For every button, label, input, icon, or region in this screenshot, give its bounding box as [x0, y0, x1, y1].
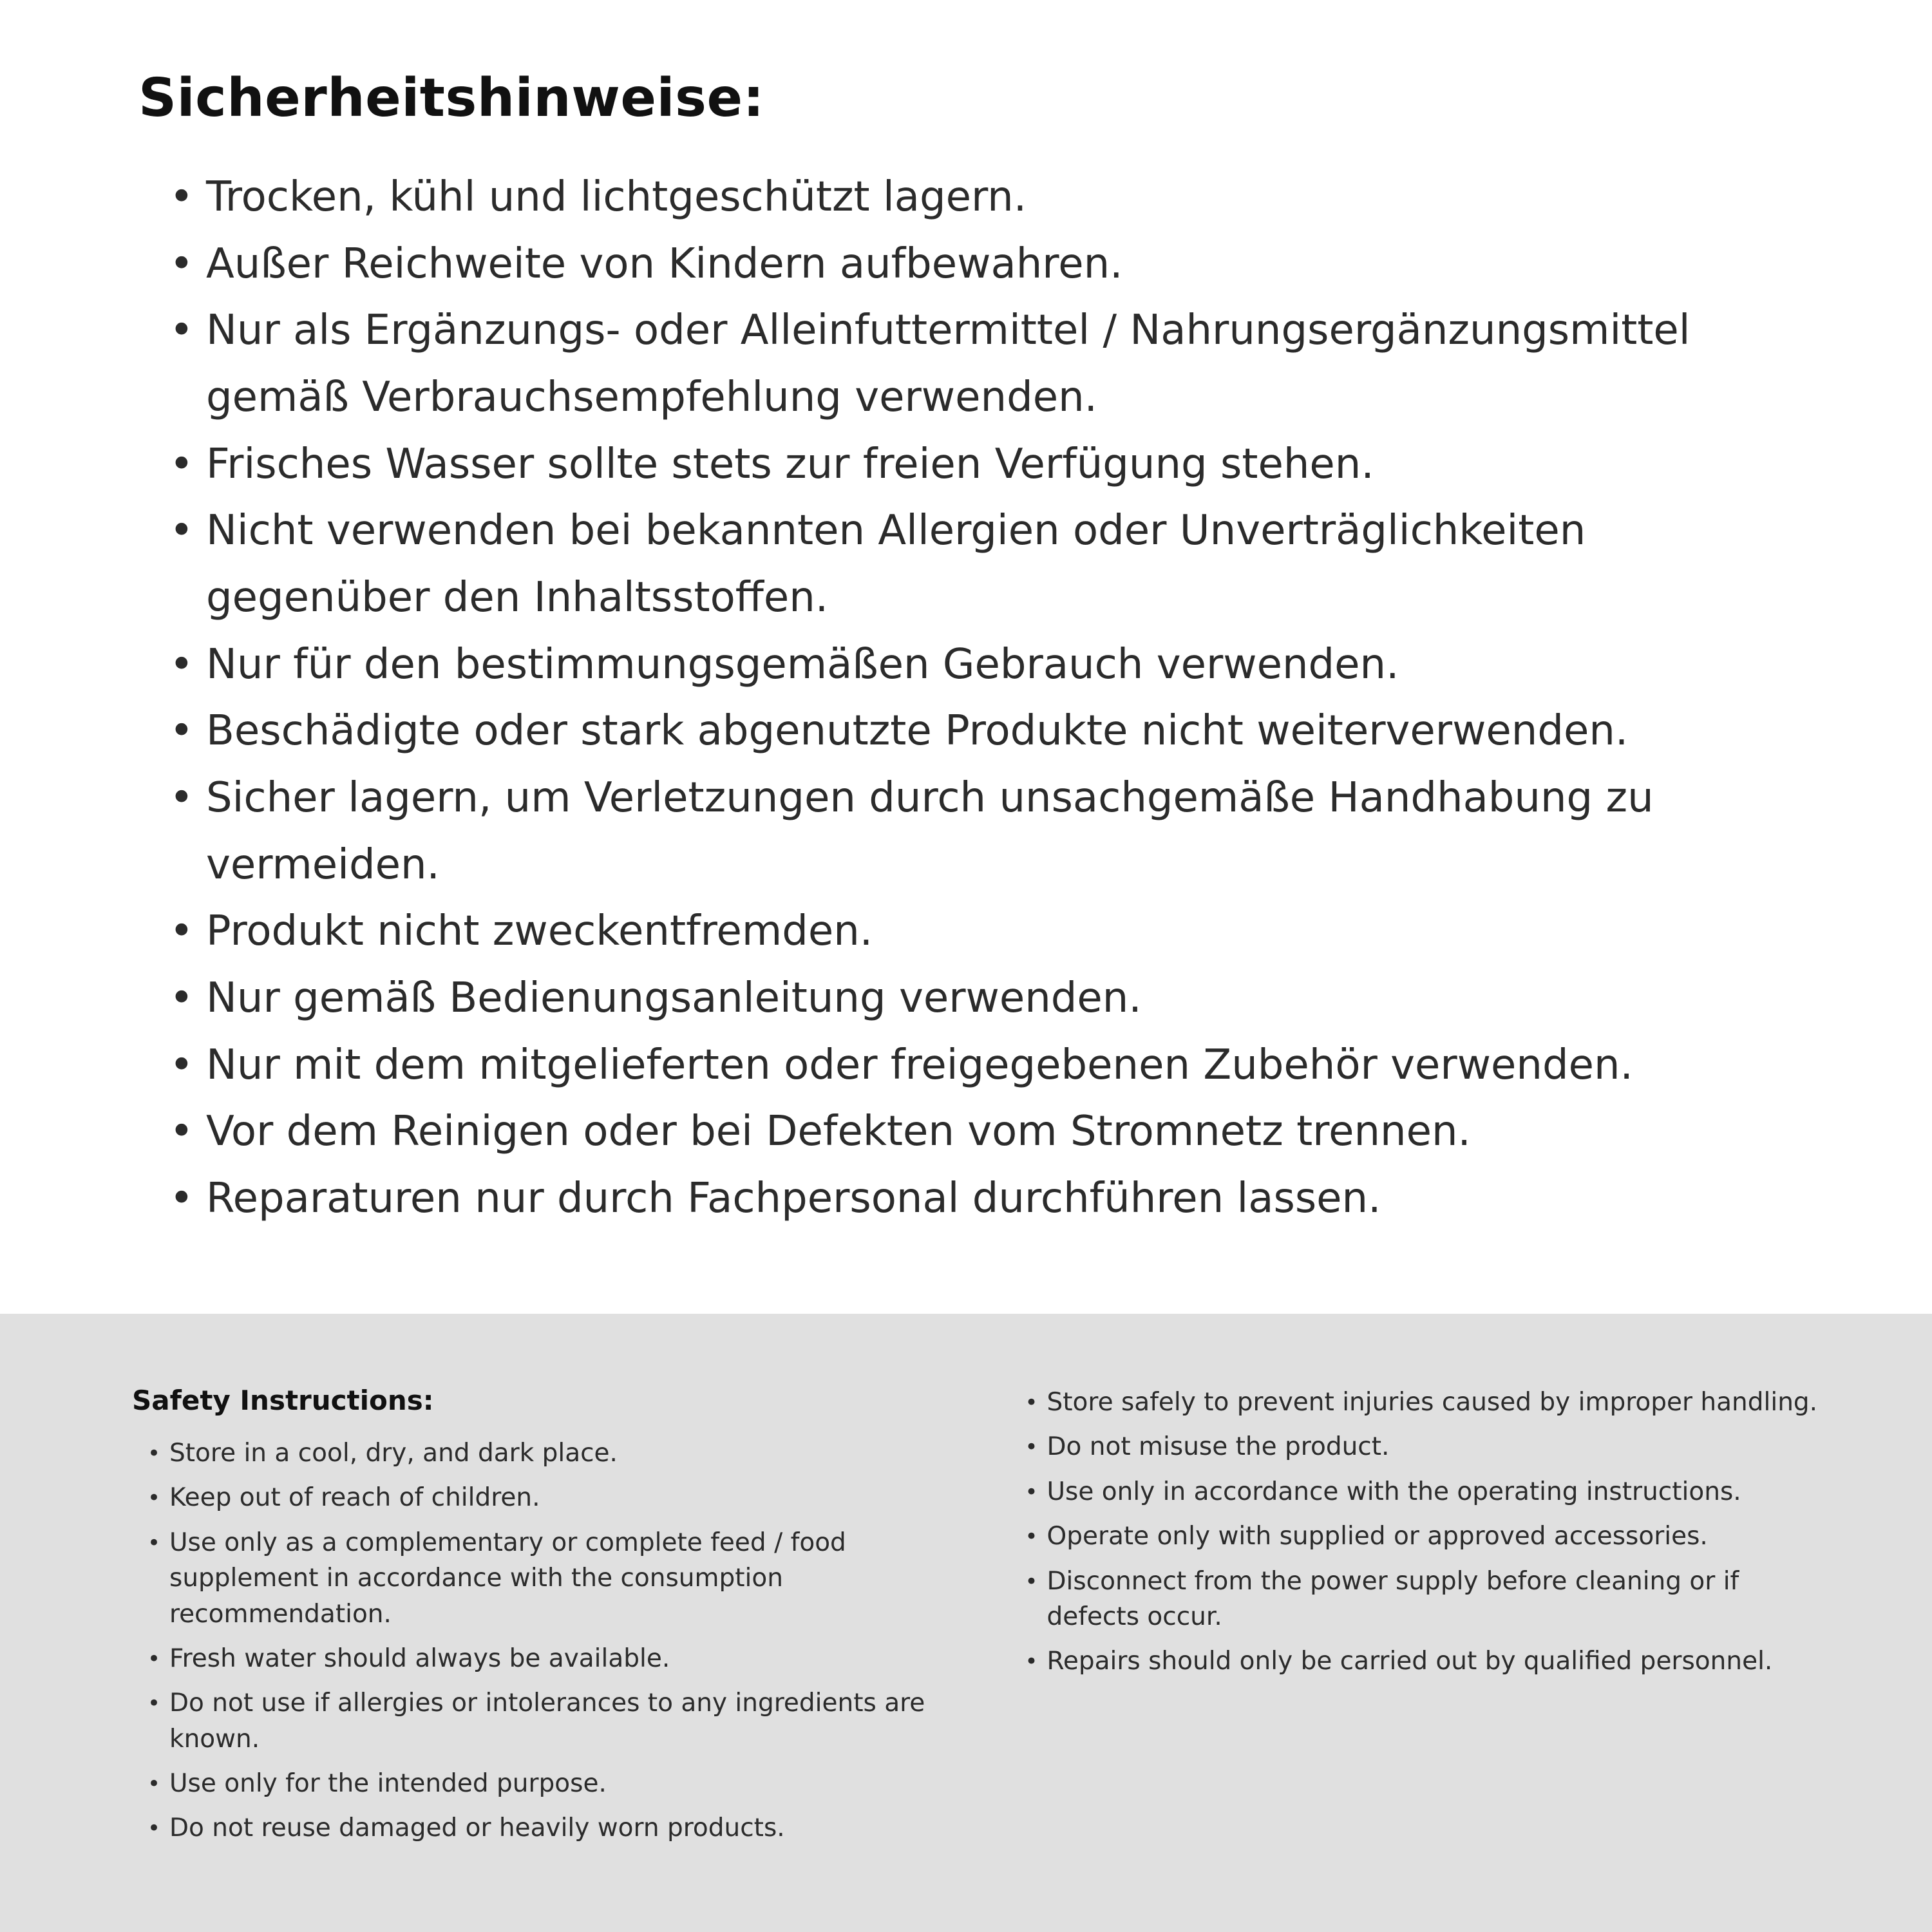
safety-item: • Nicht verwenden bei bekannten Allergien oder Unverträglichkeiten gegenüber den Inhaltsstoffen.: [138, 498, 1823, 631]
safety-item: • Use only as a complementary or complete feed / food supplement in accordance with the consumption recommendation.: [132, 1525, 958, 1632]
english-section-title: Safety Instructions:: [132, 1385, 434, 1416]
english-safety-list-right: [1010, 1385, 1836, 1680]
safety-item: • Use only in accordance with the operating instructions.: [1010, 1474, 1836, 1510]
safety-item: • Store safely to prevent injuries caused by improper handling.: [1010, 1385, 1836, 1420]
safety-item: • Nur mit dem mitgelieferten oder freigegebenen Zubehör verwenden.: [138, 1032, 1823, 1099]
english-safety-list-left: [132, 1435, 958, 1846]
safety-item: • Disconnect from the power supply before cleaning or if defects occur.: [1010, 1564, 1836, 1635]
safety-item: • Fresh water should always be available.: [132, 1641, 958, 1676]
safety-item: • Nur gemäß Bedienungsanleitung verwenden.: [138, 965, 1823, 1032]
safety-item: • Nur als Ergänzungs- oder Alleinfuttermittel / Nahrungsergänzungsmittel gemäß Verbrauchsempfehlung verwenden.: [138, 298, 1823, 431]
english-safety-section: [0, 1314, 1932, 1932]
german-safety-list: [138, 164, 1823, 1233]
safety-item: • Reparaturen nur durch Fachpersonal durchführen lassen.: [138, 1166, 1823, 1233]
safety-item: • Do not misuse the product.: [1010, 1429, 1836, 1464]
german-section-title: Sicherheitshinweise:: [138, 68, 764, 129]
safety-item: • Do not use if allergies or intolerances to any ingredients are known.: [132, 1685, 958, 1757]
english-right-column: [1010, 1385, 1836, 1932]
safety-item: • Do not reuse damaged or heavily worn products.: [132, 1810, 958, 1846]
safety-item: • Produkt nicht zweckentfremden.: [138, 898, 1823, 965]
safety-item: • Use only for the intended purpose.: [132, 1766, 958, 1801]
safety-item: • Trocken, kühl und lichtgeschützt lagern.: [138, 164, 1823, 231]
safety-item: • Außer Reichweite von Kindern aufbewahren.: [138, 231, 1823, 298]
safety-item: • Repairs should only be carried out by qualified personnel.: [1010, 1643, 1836, 1679]
safety-item: • Store in a cool, dry, and dark place.: [132, 1435, 958, 1471]
safety-item: • Vor dem Reinigen oder bei Defekten vom Stromnetz trennen.: [138, 1099, 1823, 1166]
safety-item: • Beschädigte oder stark abgenutzte Produkte nicht weiterverwenden.: [138, 698, 1823, 765]
english-left-column: [132, 1385, 958, 1932]
safety-item: • Keep out of reach of children.: [132, 1480, 958, 1515]
safety-item: • Frisches Wasser sollte stets zur freien Verfügung stehen.: [138, 431, 1823, 498]
safety-item: • Nur für den bestimmungsgemäßen Gebrauch verwenden.: [138, 632, 1823, 699]
safety-item: • Sicher lagern, um Verletzungen durch unsachgemäße Handhabung zu vermeiden.: [138, 765, 1823, 898]
safety-item: • Operate only with supplied or approved accessories.: [1010, 1519, 1836, 1554]
